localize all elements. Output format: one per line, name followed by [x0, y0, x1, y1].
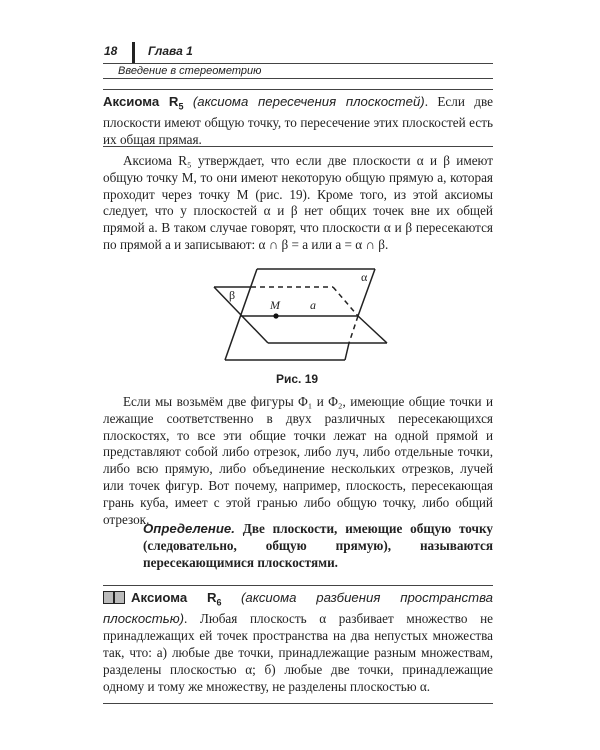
point-m: [273, 313, 278, 318]
beta-right-edge: [358, 316, 387, 343]
page-number: 18: [104, 44, 118, 58]
paragraph-axiom-explanation: Аксиома R₅ утверждает, что если две плоскости α и β имеют общую точку M, то они имеют некоторую общую прямую a, которая проходит через точку M (рис. 19). Кроме того, из этой аксиомы следует, что у плоскостей α и β нет общих точек вне их общей прямой a. В таком случае говорят, что плоскости α и β пересекаются по прямой a и записывают: α ∩ β = a или a = α ∩ β.: [103, 153, 493, 252]
axiom-subtitle: (аксиома разбиения пространства плоскостью): [103, 590, 493, 627]
axiom-r6: [103, 590, 493, 695]
axiom-title: Аксиома $R_5$: [103, 94, 184, 112]
figure-caption: Рис. 19: [276, 372, 319, 386]
alpha-right-edge-hidden: [349, 316, 358, 343]
axiom-title: Аксиома $R_6$: [131, 590, 222, 608]
label-line-a: a: [310, 298, 316, 312]
beta-right-edge-hidden: [333, 287, 358, 316]
divider: [103, 585, 493, 586]
label-beta: β: [229, 288, 236, 302]
chapter-title: Глава 1: [148, 44, 193, 58]
axiom-text: . Если две плоскости имеют общую точку, то пересечение этих плоскостей есть их общая прямая.: [103, 94, 493, 148]
alpha-right-edge-lower: [345, 343, 349, 360]
beta-left-edge: [214, 287, 268, 343]
definition-text: Две плоскости, имеющие общую точку (следовательно, общую прямую), называются пересекающимися плоскостями.: [143, 521, 493, 570]
label-alpha: α: [361, 270, 368, 284]
axiom-subtitle: (аксиома пересечения плоскостей): [192, 94, 425, 109]
paragraph-figures: Если мы возьмём две фигуры Φ₁ и Φ₂, имеющие общие точки и лежащие соответственно в двух различных пересекающихся плоскостях, то все эти общие точки лежат на одной прямой и представляют собой либо отрезок, либо луч, либо отдельные точки, либо всю прямую, либо объединение нескольких отрезков, лучей или точек фигур. Вот почему, например, плоскость, пересекающая грань куба, имеет с этой гранью либо общую точку, либо общий отрезок.: [103, 394, 493, 527]
book-icon: [103, 591, 125, 604]
section-title: Введение в стереометрию: [118, 65, 262, 77]
definition-label: Определение.: [143, 521, 235, 536]
definition: [143, 521, 493, 571]
label-point-m: M: [270, 298, 280, 312]
axiom-text: . Любая плоскость α разбивает множество не принадлежащих ей точек пространства на два непустых множества так, что: а) любые две точки, принадлежащие разным множествам, разделены плоскостью α; б) любые две точки, принадлежащие одному и тому же множеству, не разделены плоскостью α.: [103, 611, 493, 694]
divider: [103, 703, 493, 704]
